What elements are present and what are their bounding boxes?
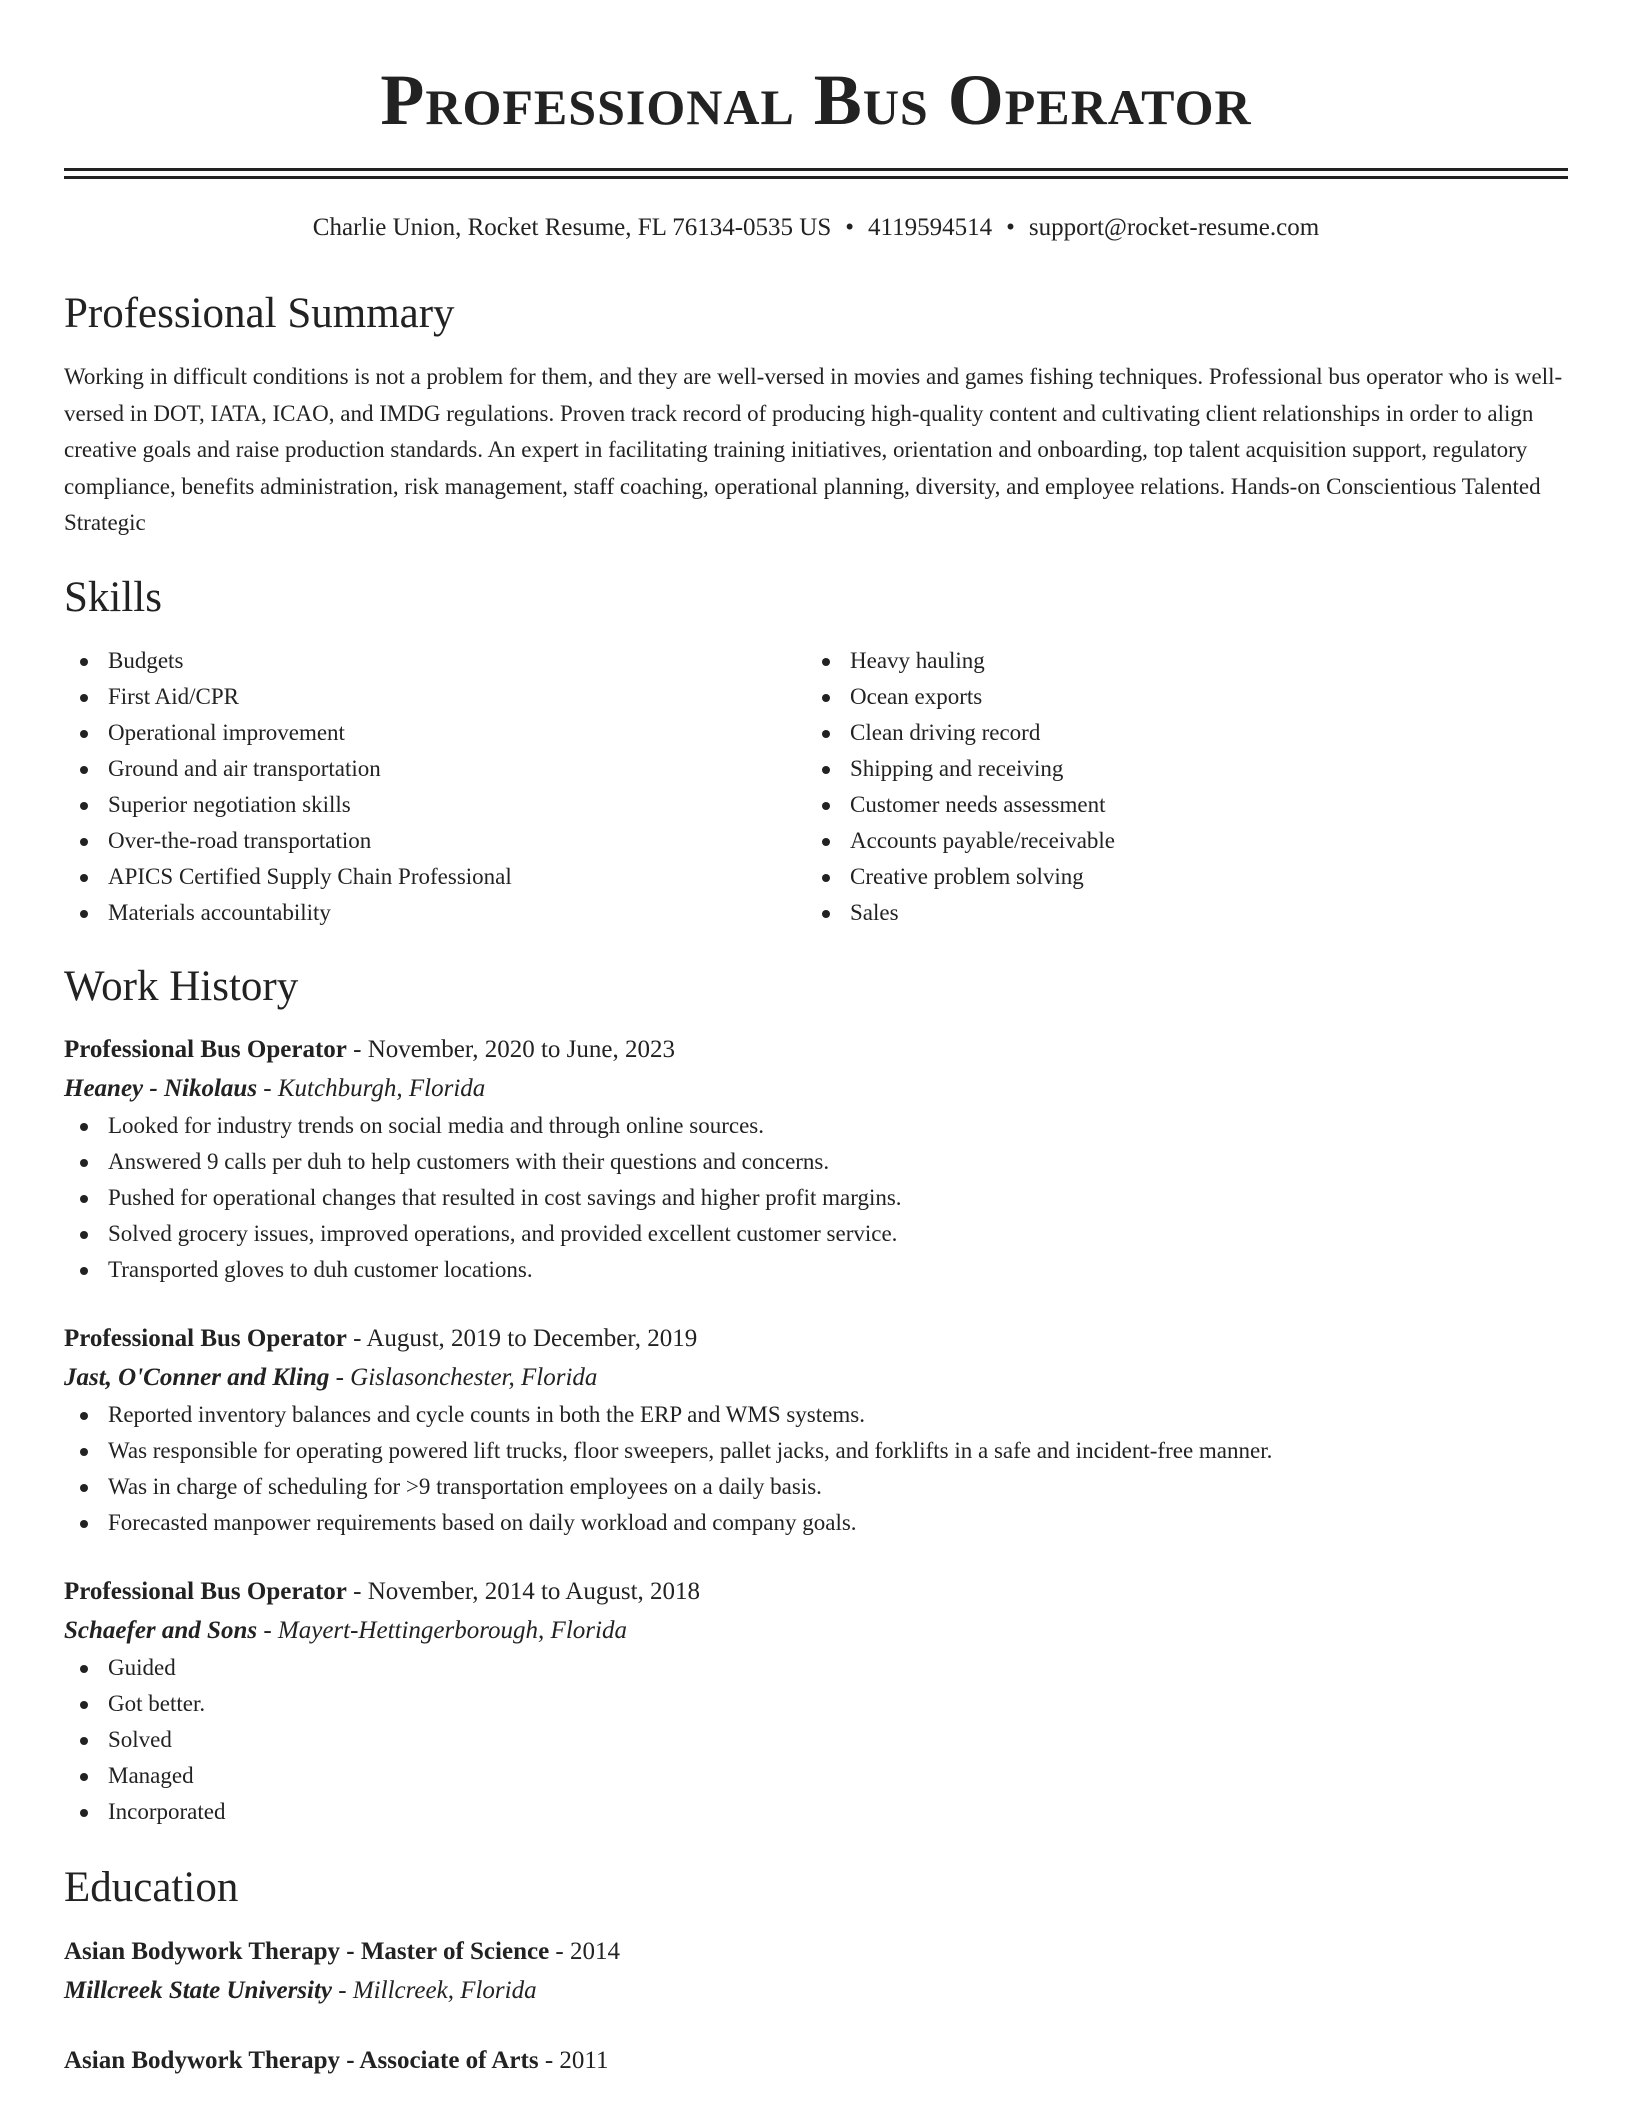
skill-item: Accounts payable/receivable (806, 823, 1548, 859)
job-title: Professional Bus Operator (64, 1577, 347, 1605)
job-duty: Guided (64, 1650, 1568, 1686)
education-school-line (64, 1971, 1568, 2010)
education-heading: Education (64, 1863, 239, 1911)
job-duty: Got better. (64, 1686, 1568, 1722)
education-degree: Asian Bodywork Therapy - Master of Science (64, 1937, 550, 1965)
skill-item: Budgets (64, 643, 806, 679)
skill-item: APICS Certified Supply Chain Professional (64, 859, 806, 895)
education-entry (64, 1933, 1568, 2010)
job-duty: Solved (64, 1722, 1568, 1758)
job-header (64, 1031, 1568, 1069)
skill-item: Operational improvement (64, 715, 806, 751)
job-location: - Mayert-Hettingerborough, Florida (263, 1616, 627, 1644)
job-title: Professional Bus Operator (64, 1035, 347, 1063)
skill-item: Ocean exports (806, 679, 1548, 715)
job-employer (64, 1358, 1568, 1397)
skills-column-right (806, 643, 1548, 931)
job-duty: Answered 9 calls per duh to help customers with their questions and concerns. (64, 1144, 1568, 1180)
education-location: - Millcreek, Florida (338, 1976, 537, 2004)
work-history-heading: Work History (64, 962, 299, 1010)
skill-item: Customer needs assessment (806, 787, 1548, 823)
job-employer (64, 1069, 1568, 1108)
job-duty: Was in charge of scheduling for >9 transportation employees on a daily basis. (64, 1469, 1568, 1505)
skill-item: Heavy hauling (806, 643, 1548, 679)
job-entry (64, 1320, 1568, 1541)
job-entry (64, 1031, 1568, 1288)
job-duty: Incorporated (64, 1794, 1568, 1830)
job-duty: Pushed for operational changes that resulted in cost savings and higher profit margins. (64, 1180, 1568, 1216)
contact-address: Charlie Union, Rocket Resume, FL 76134-0535 US (312, 214, 832, 241)
job-duty: Managed (64, 1758, 1568, 1794)
education-school: Millcreek State University (64, 1976, 333, 2004)
skill-item: Ground and air transportation (64, 751, 806, 787)
education-entry (64, 2042, 1568, 2080)
job-company: Heaney - Nikolaus (64, 1074, 258, 1102)
contact-separator: • (1006, 214, 1015, 241)
job-header (64, 1320, 1568, 1358)
education-degree: Asian Bodywork Therapy - Associate of Arts (64, 2046, 539, 2074)
job-duty: Looked for industry trends on social media and through online sources. (64, 1108, 1568, 1144)
skill-item: Creative problem solving (806, 859, 1548, 895)
job-duty: Forecasted manpower requirements based on daily workload and company goals. (64, 1505, 1568, 1541)
skill-item: Sales (806, 895, 1548, 931)
education-header (64, 2042, 1568, 2080)
skill-item: Superior negotiation skills (64, 787, 806, 823)
contact-line (64, 215, 1568, 240)
skill-item: Over-the-road transportation (64, 823, 806, 859)
job-dates: - August, 2019 to December, 2019 (353, 1324, 698, 1352)
skill-item: Shipping and receiving (806, 751, 1548, 787)
job-entry (64, 1573, 1568, 1830)
skills-column-left (64, 643, 806, 931)
resume-page (64, 0, 1568, 2080)
job-company: Jast, O'Conner and Kling (64, 1363, 330, 1391)
job-dates: - November, 2020 to June, 2023 (353, 1035, 675, 1063)
skills-list (64, 643, 1568, 931)
job-duty: Transported gloves to duh customer locations. (64, 1252, 1568, 1288)
job-duty: Solved grocery issues, improved operations, and provided excellent customer service. (64, 1216, 1568, 1252)
job-employer (64, 1611, 1568, 1650)
job-title: Professional Bus Operator (64, 1324, 347, 1352)
title-divider (64, 168, 1568, 179)
summary-text: Working in difficult conditions is not a problem for them, and they are well-versed in movies and games fishing techniques. Professional bus operator who is well-versed in DOT, IATA, ICAO, and IMDG regulations. Proven track record of producing high-quality content and cultivating client relationships in order to align creative goals and raise production standards. An expert in facilitating training initiatives, orientation and onboarding, top talent acquisition support, regulatory compliance, benefits administration, risk management, staff coaching, operational planning, diversity, and employee relations. Hands-on Conscientious Talented Strategic (64, 364, 1563, 535)
job-location: - Gislasonchester, Florida (335, 1363, 598, 1391)
education-year: - 2011 (544, 2046, 609, 2074)
education-header (64, 1933, 1568, 1971)
contact-email: support@rocket-resume.com (1028, 214, 1320, 241)
education-year: - 2014 (555, 1937, 620, 1965)
job-duty: Reported inventory balances and cycle counts in both the ERP and WMS systems. (64, 1397, 1568, 1433)
job-header (64, 1573, 1568, 1611)
skill-item: Clean driving record (806, 715, 1548, 751)
job-duties (64, 1650, 1568, 1830)
skill-item: First Aid/CPR (64, 679, 806, 715)
contact-phone: 4119594514 (868, 214, 993, 241)
contact-separator: • (845, 214, 855, 241)
job-duty: Was responsible for operating powered lift trucks, floor sweepers, pallet jacks, and forklifts in a safe and incident-free manner. (64, 1433, 1568, 1469)
skills-heading: Skills (64, 573, 162, 621)
job-company: Schaefer and Sons (64, 1616, 258, 1644)
skill-item: Materials accountability (64, 895, 806, 931)
job-location: - Kutchburgh, Florida (263, 1074, 486, 1102)
job-duties (64, 1397, 1568, 1541)
job-duties (64, 1108, 1568, 1288)
job-dates: - November, 2014 to August, 2018 (353, 1577, 701, 1605)
resume-title: Professional Bus Operator (380, 60, 1252, 140)
summary-heading: Professional Summary (64, 290, 455, 337)
